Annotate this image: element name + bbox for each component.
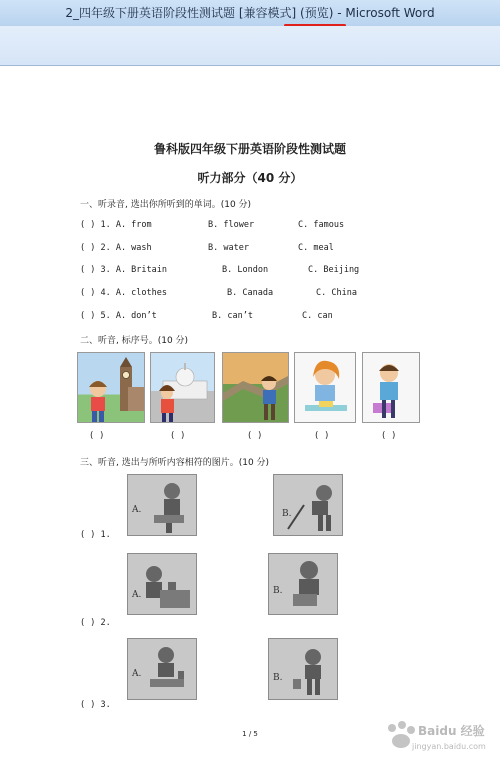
option-b-picture [273,474,343,536]
question-option-b: B. flower [208,220,255,230]
answer-blank[interactable]: ( ) [314,431,330,441]
document-title: 鲁科版四年级下册英语阶段性测试题 [153,142,346,156]
part3-heading: 三、听音, 选出与所听内容相符的图片。(10 分) [80,458,270,468]
question-label: ( ) 3. [80,700,111,710]
question-option-b: B. water [208,243,249,253]
part2-heading: 二、听音, 标序号。(10 分) [80,336,189,346]
window-title: 2_四年级下册英语阶段性测试题 [兼容模式] (预览) - Microsoft Word [65,6,435,20]
capitol-picture [150,352,215,423]
question-row [80,220,380,232]
question-option-c: C. can [302,311,333,321]
question-row [80,265,380,277]
baidu-jingyan-watermark [382,718,494,758]
section-title: 听力部分（40 分） [197,171,303,185]
question-option-c: C. famous [298,220,345,230]
girl-cleaning-picture [294,352,356,423]
question-label: ( ) 1. [80,530,111,540]
question-option-b: B. can’t [212,311,253,321]
option-b-picture [268,638,338,700]
question-option-c: C. China [316,288,357,298]
window-title-bar [0,0,500,26]
option-a-label: A. [132,590,142,600]
answer-blank[interactable]: ( ) [89,431,105,441]
question-option-a: ( ) 1. A. from [80,220,152,230]
option-b-label: B. [273,673,283,683]
question-row [80,311,380,323]
question-option-b: B. Canada [227,288,274,298]
option-a-label: A. [132,505,142,515]
watermark-url: jingyan.baidu.com [412,742,486,751]
option-a-picture [127,638,197,700]
option-b-label: B. [282,509,292,519]
option-a-picture [127,474,197,536]
part1-heading: 一、听录音, 选出你所听到的单词。(10 分) [80,200,252,210]
option-a-picture [127,553,197,615]
page-number: 1 / 5 [242,730,258,738]
question-option-a: ( ) 5. A. don’t [80,311,157,321]
question-option-c: C. meal [298,243,334,253]
question-row [80,288,380,300]
big-ben-picture [77,352,145,423]
question-row [80,243,380,255]
question-option-a: ( ) 3. A. Britain [80,265,167,275]
boy-with-box-picture [362,352,420,423]
option-b-label: B. [273,586,283,596]
answer-blank[interactable]: ( ) [247,431,263,441]
great-wall-picture [222,352,289,423]
answer-blank[interactable]: ( ) [170,431,186,441]
question-label: ( ) 2. [80,618,111,628]
option-a-label: A. [132,669,142,679]
option-b-picture [268,553,338,615]
question-option-a: ( ) 2. A. wash [80,243,152,253]
watermark-brand: Baidu 经验 [418,724,485,738]
ribbon-toolbar [0,26,500,66]
question-option-b: B. London [222,265,269,275]
question-option-c: C. Beijing [308,265,360,275]
question-option-a: ( ) 4. A. clothes [80,288,167,298]
answer-blank[interactable]: ( ) [381,431,397,441]
